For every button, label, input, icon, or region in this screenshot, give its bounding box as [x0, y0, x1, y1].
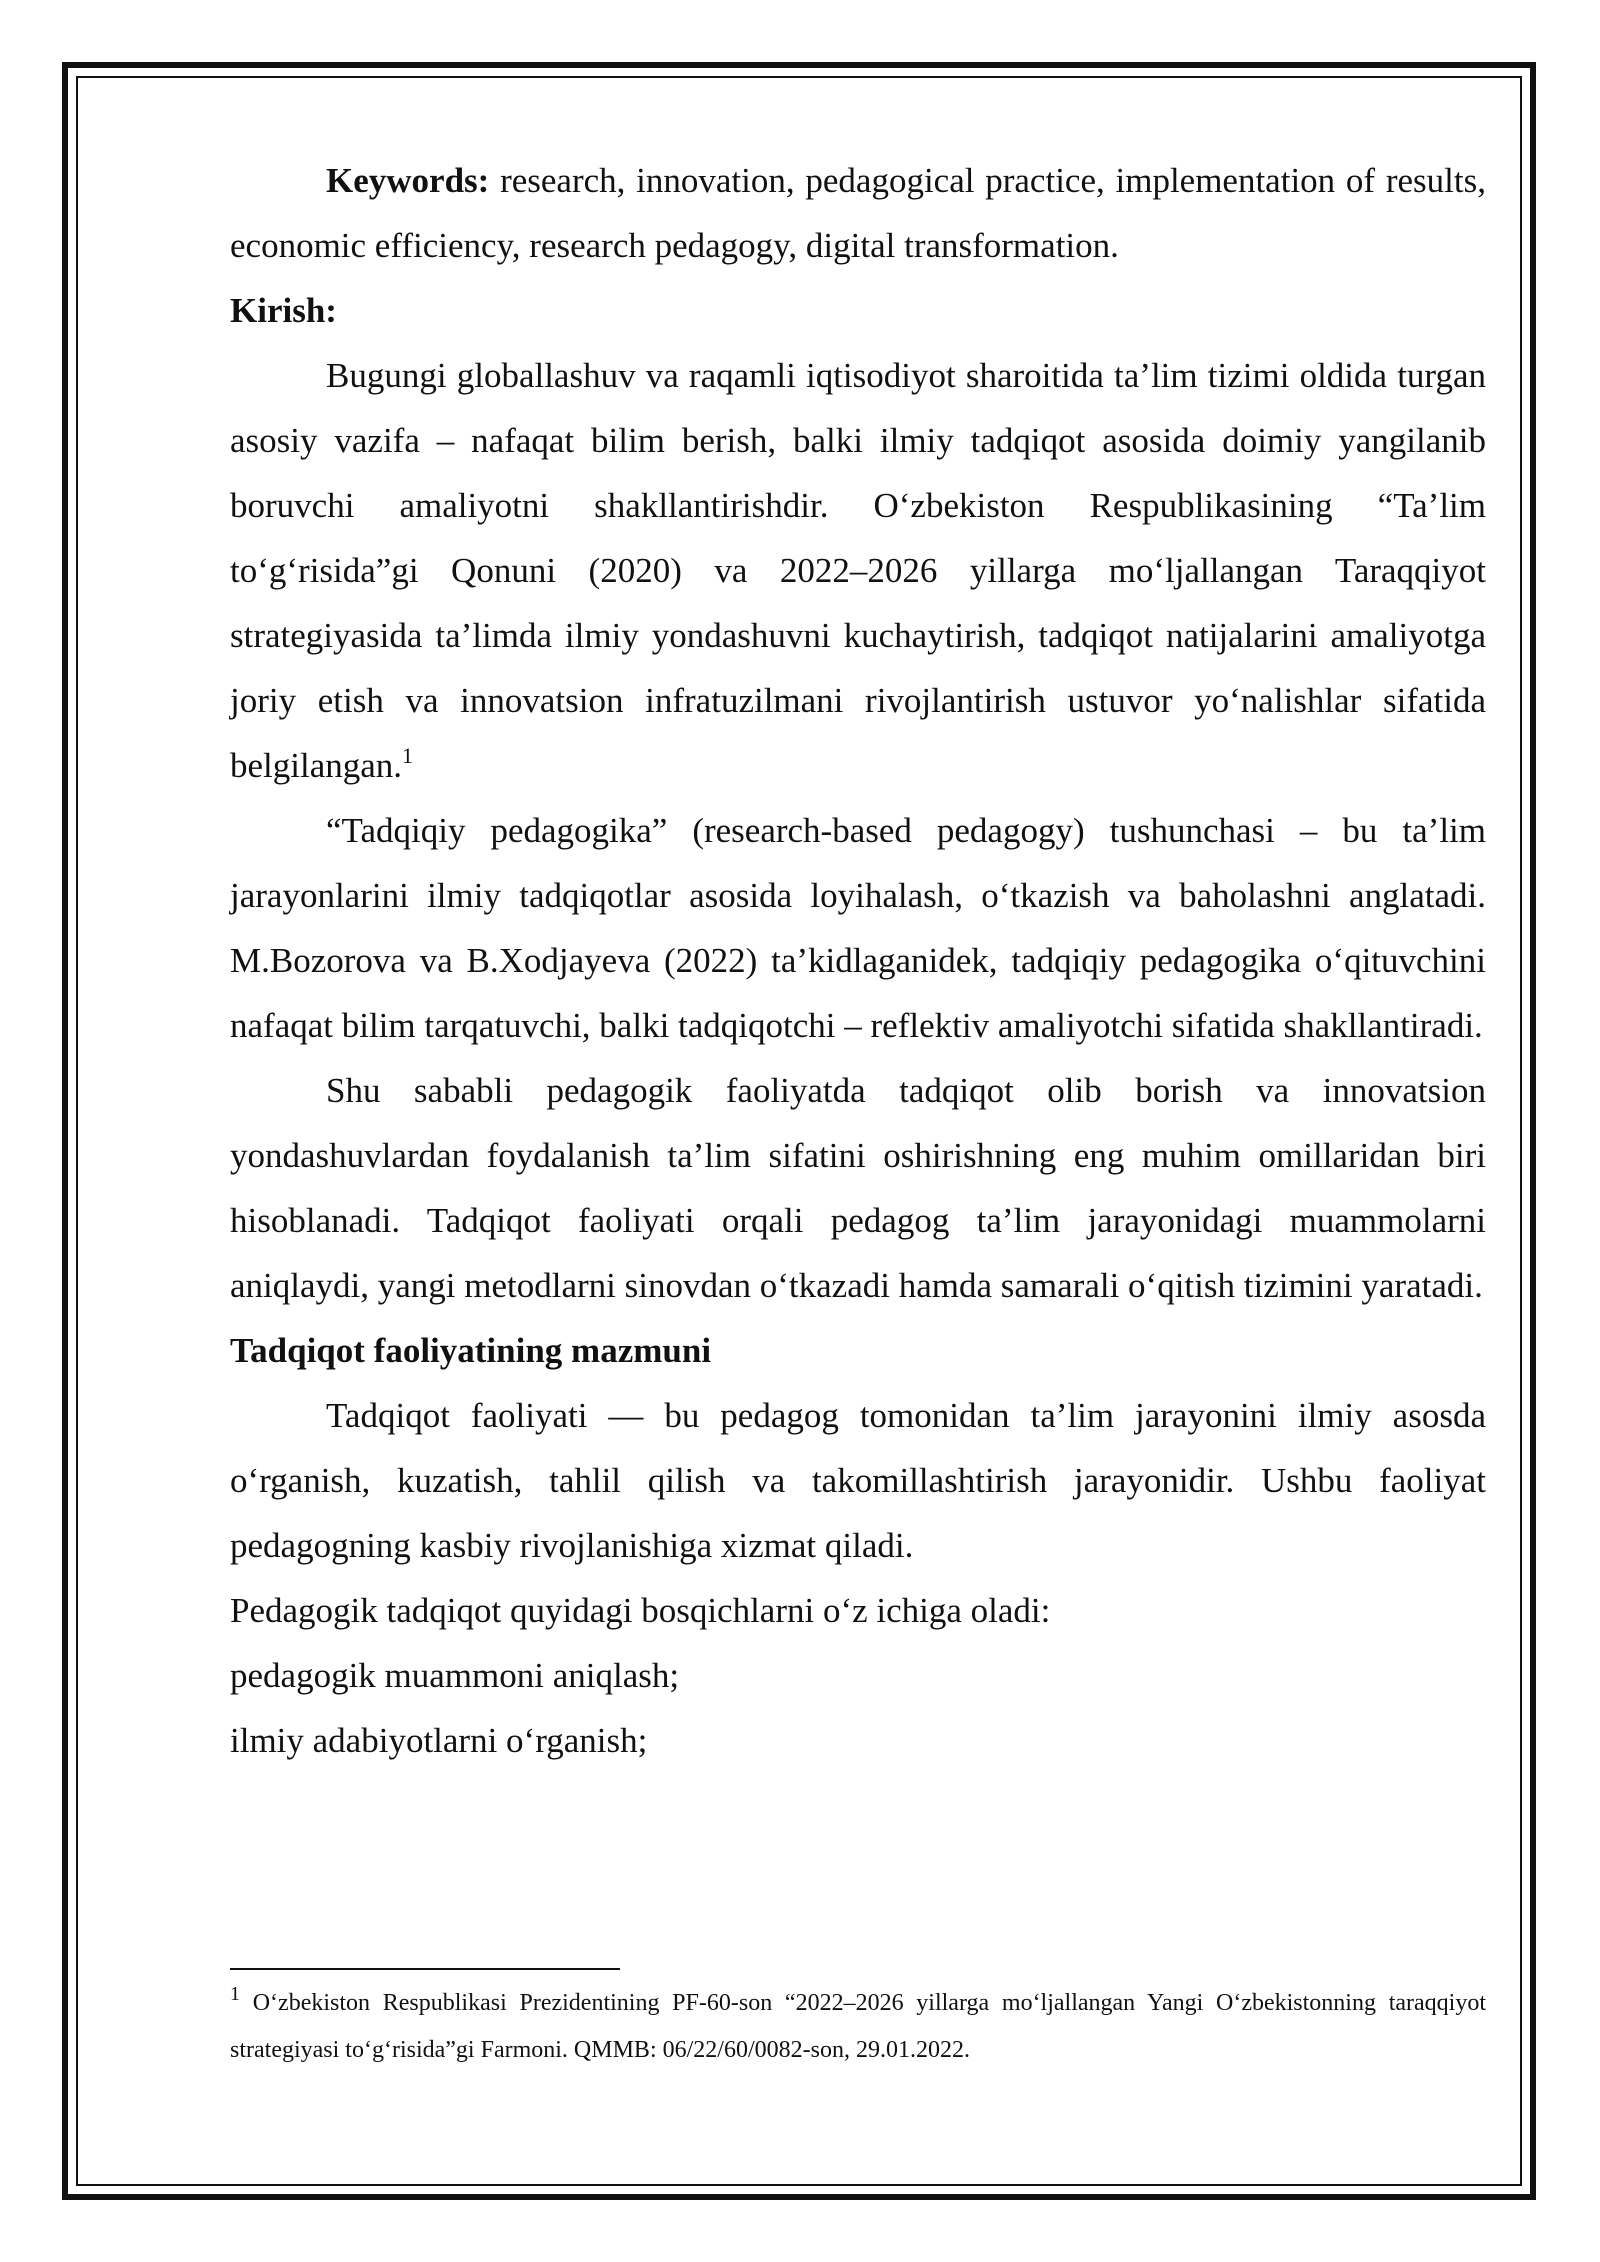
footnote — [230, 1980, 1486, 2074]
intro-paragraph-2: “Tadqiqiy pedagogika” (research-based pedagogy) tushunchasi – bu ta’lim jarayonlarini ilmiy tadqiqotlar asosida loyihalash, o‘tkazish va baholashni anglatadi. M.Bozorova va B.Xodjayeva (2022) ta’kidlaganidek, tadqiqiy pedagogika o‘qituvchini nafaqat bilim tarqatuvchi, balki tadqiqotchi – reflektiv amaliyotchi sifatida shakllantiradi. — [230, 811, 1486, 1045]
keywords-text: research, innovation, pedagogical practice, implementation of results, economic efficiency, research pedagogy, digital transformation. — [230, 161, 1486, 265]
list-item: ilmiy adabiyotlarni o‘rganish; — [230, 1721, 648, 1760]
document-body — [230, 148, 1486, 1773]
intro-paragraph-3: Shu sababli pedagogik faoliyatda tadqiqot olib borish va innovatsion yondashuvlardan foydalanish ta’lim sifatini oshirishning eng muhim omillaridan biri hisoblanadi. Tadqiqot faoliyati orqali pedagog ta’lim jarayonidagi muammolarni aniqlaydi, yangi metodlarni sinovdan o‘tkazadi hamda samarali o‘qitish tizimini yaratadi. — [230, 1071, 1486, 1305]
section-lead-line: Pedagogik tadqiqot quyidagi bosqichlarni o‘z ichiga oladi: — [230, 1591, 1051, 1630]
footnote-separator — [230, 1968, 620, 1970]
footnote-text: O‘zbekiston Respublikasi Prezidentining PF-60-son “2022–2026 yillarga mo‘ljallangan Yangi O‘zbekistonning taraqqiyot strategiyasi to‘g‘risida”gi Farmoni. QMMB: 06/22/60/0082-son, 29.01.2022. — [230, 1990, 1486, 2063]
intro-heading: Kirish: — [230, 291, 337, 330]
footnote-reference: 1 — [402, 743, 414, 768]
section-heading: Tadqiqot faoliyatining mazmuni — [230, 1331, 712, 1370]
list-item: pedagogik muammoni aniqlash; — [230, 1656, 680, 1695]
intro-paragraph-1 — [230, 343, 1486, 798]
intro-paragraph-1-text: Bugungi globallashuv va raqamli iqtisodiyot sharoitida ta’lim tizimi oldida turgan asosiy vazifa – nafaqat bilim berish, balki ilmiy tadqiqot asosida doimiy yangilanib boruvchi amaliyotni shakllantirishdir. O‘zbekiston Respublikasining “Ta’lim to‘g‘risida”gi Qonuni (2020) va 2022–2026 yillarga mo‘ljallangan Taraqqiyot strategiyasida ta’limda ilmiy yondashuvni kuchaytirish, tadqiqot natijalarini amaliyotga joriy etish va innovatsion infratuzilmani rivojlantirish ustuvor yo‘nalishlar sifatida belgilangan. — [230, 356, 1486, 785]
footnote-number: 1 — [230, 1983, 240, 2005]
section-paragraph-1: Tadqiqot faoliyati — bu pedagog tomonidan ta’lim jarayonini ilmiy asosda o‘rganish, kuzatish, tahlil qilish va takomillashtirish jarayonidir. Ushbu faoliyat pedagogning kasbiy rivojlanishiga xizmat qiladi. — [230, 1396, 1486, 1565]
keywords-label: Keywords: — [326, 161, 490, 200]
keywords-paragraph — [230, 148, 1486, 278]
